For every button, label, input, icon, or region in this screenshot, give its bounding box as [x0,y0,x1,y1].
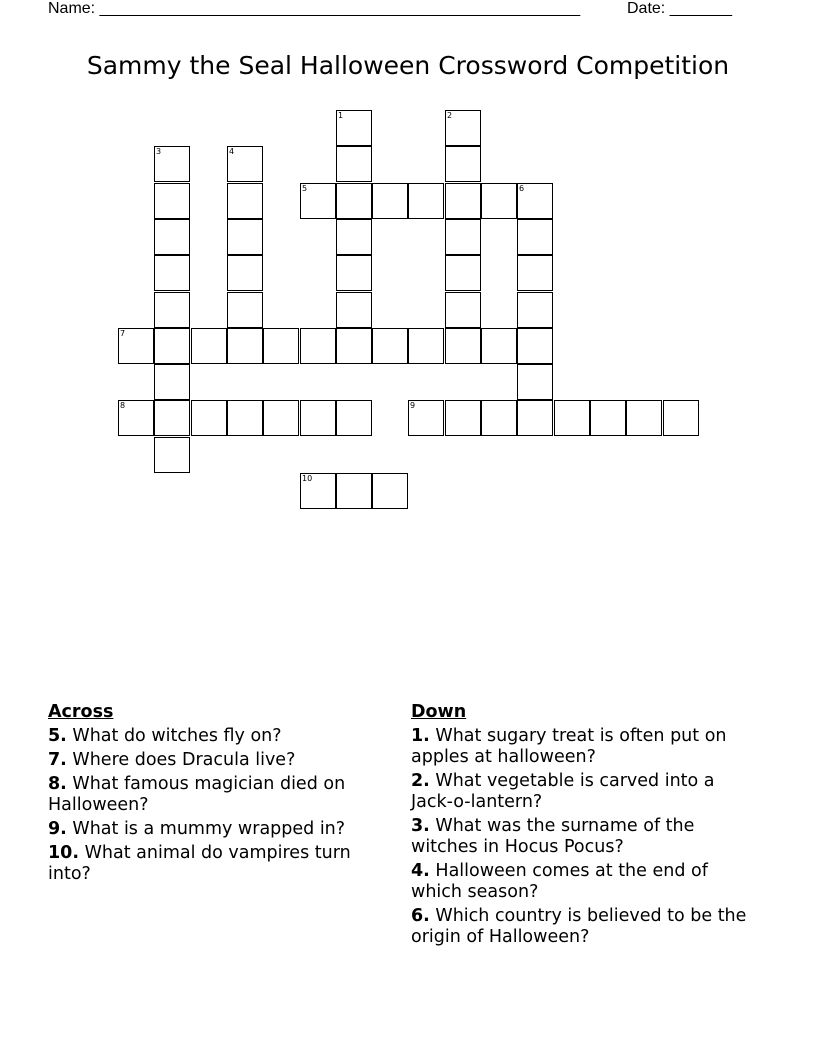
crossword-cell[interactable] [445,292,481,328]
clue-number: 6. [411,906,430,926]
crossword-cell[interactable] [154,292,190,328]
crossword-cell[interactable] [154,183,190,219]
crossword-cell[interactable] [517,219,553,255]
crossword-cell[interactable] [408,400,444,436]
clue-across-9 [48,819,393,840]
clue-text: Where does Dracula live? [72,750,296,770]
crossword-cell[interactable] [263,400,299,436]
crossword-cell[interactable] [408,183,444,219]
crossword-cell[interactable] [372,183,408,219]
crossword-cell[interactable] [300,328,336,364]
clue-number-label: 2 [447,111,453,120]
page-title: Sammy the Seal Halloween Crossword Competition [86,51,730,80]
crossword-cell[interactable] [517,183,553,219]
crossword-cell[interactable] [372,328,408,364]
crossword-cell[interactable] [227,292,263,328]
clue-down-1 [411,726,756,768]
crossword-cell[interactable] [227,400,263,436]
clue-number-label: 7 [120,329,126,338]
crossword-cell[interactable] [227,146,263,182]
crossword-cell[interactable] [191,400,227,436]
crossword-cell[interactable] [517,364,553,400]
clue-text: Halloween comes at the end of which season? [411,861,708,902]
clue-text: What was the surname of the witches in Hocus Pocus? [411,816,695,857]
crossword-cell[interactable] [445,183,481,219]
crossword-cell[interactable] [118,400,154,436]
crossword-cell[interactable] [445,110,481,146]
crossword-cell[interactable] [445,400,481,436]
crossword-cell[interactable] [554,400,590,436]
clue-across-5 [48,726,393,747]
clue-number: 3. [411,816,430,836]
crossword-cell[interactable] [408,328,444,364]
clue-number: 2. [411,771,430,791]
clue-number: 7. [48,750,67,770]
crossword-cell[interactable] [300,183,336,219]
clue-number-label: 5 [302,184,308,193]
down-heading: Down [411,702,467,722]
crossword-cell[interactable] [336,110,372,146]
crossword-cell[interactable] [227,328,263,364]
crossword-cell[interactable] [227,183,263,219]
clue-number-label: 3 [156,147,162,156]
clue-number-label: 8 [120,401,126,410]
crossword-cell[interactable] [336,219,372,255]
clue-number-label: 10 [302,474,313,483]
crossword-cell[interactable] [154,437,190,473]
clue-across-7 [48,750,393,771]
crossword-cell[interactable] [227,255,263,291]
clue-across-8 [48,774,393,816]
crossword-cell[interactable] [481,400,517,436]
clue-number: 1. [411,726,430,746]
crossword-cell[interactable] [154,364,190,400]
clue-number: 5. [48,726,67,746]
crossword-cell[interactable] [481,183,517,219]
clue-number: 4. [411,861,430,881]
crossword-cell[interactable] [481,328,517,364]
clue-number-label: 4 [229,147,235,156]
clue-text: What animal do vampires turn into? [48,843,351,884]
crossword-cell[interactable] [663,400,699,436]
crossword-cell[interactable] [336,183,372,219]
clue-text: What famous magician died on Halloween? [48,774,346,815]
crossword-cell[interactable] [227,219,263,255]
crossword-cell[interactable] [445,146,481,182]
clue-text: What sugary treat is often put on apples at halloween? [411,726,727,767]
name-field-line[interactable]: Name: ______________________________________________________ [48,0,581,17]
crossword-cell[interactable] [336,146,372,182]
crossword-cell[interactable] [154,255,190,291]
crossword-cell[interactable] [300,400,336,436]
down-clues [411,702,756,951]
clue-text: What do witches fly on? [72,726,282,746]
crossword-cell[interactable] [336,473,372,509]
crossword-cell[interactable] [300,473,336,509]
crossword-cell[interactable] [191,328,227,364]
date-field-line[interactable]: Date: _______ [627,0,732,17]
crossword-cell[interactable] [154,146,190,182]
crossword-cell[interactable] [336,328,372,364]
clue-down-6 [411,906,756,948]
crossword-cell[interactable] [517,255,553,291]
clue-number-label: 1 [338,111,344,120]
crossword-cell[interactable] [372,473,408,509]
crossword-cell[interactable] [517,400,553,436]
clue-number-label: 9 [410,401,416,410]
clue-number: 10. [48,843,80,863]
crossword-cell[interactable] [154,328,190,364]
clue-number: 9. [48,819,67,839]
clue-text: What is a mummy wrapped in? [72,819,346,839]
crossword-cell[interactable] [336,255,372,291]
across-clues [48,702,393,888]
crossword-cell[interactable] [154,400,190,436]
crossword-cell[interactable] [263,328,299,364]
across-heading: Across [48,702,114,722]
crossword-cell[interactable] [118,328,154,364]
clue-down-4 [411,861,756,903]
crossword-cell[interactable] [336,400,372,436]
crossword-cell[interactable] [445,328,481,364]
clue-down-3 [411,816,756,858]
clue-across-10 [48,843,393,885]
crossword-cell[interactable] [445,219,481,255]
clue-number: 8. [48,774,67,794]
clue-down-2 [411,771,756,813]
crossword-cell[interactable] [336,292,372,328]
clue-text: Which country is believed to be the origin of Halloween? [411,906,747,947]
crossword-cell[interactable] [517,328,553,364]
clue-number-label: 6 [519,184,525,193]
crossword-cell[interactable] [517,292,553,328]
crossword-cell[interactable] [626,400,662,436]
crossword-cell[interactable] [154,219,190,255]
crossword-cell[interactable] [590,400,626,436]
clue-text: What vegetable is carved into a Jack-o-lantern? [411,771,715,812]
crossword-cell[interactable] [445,255,481,291]
